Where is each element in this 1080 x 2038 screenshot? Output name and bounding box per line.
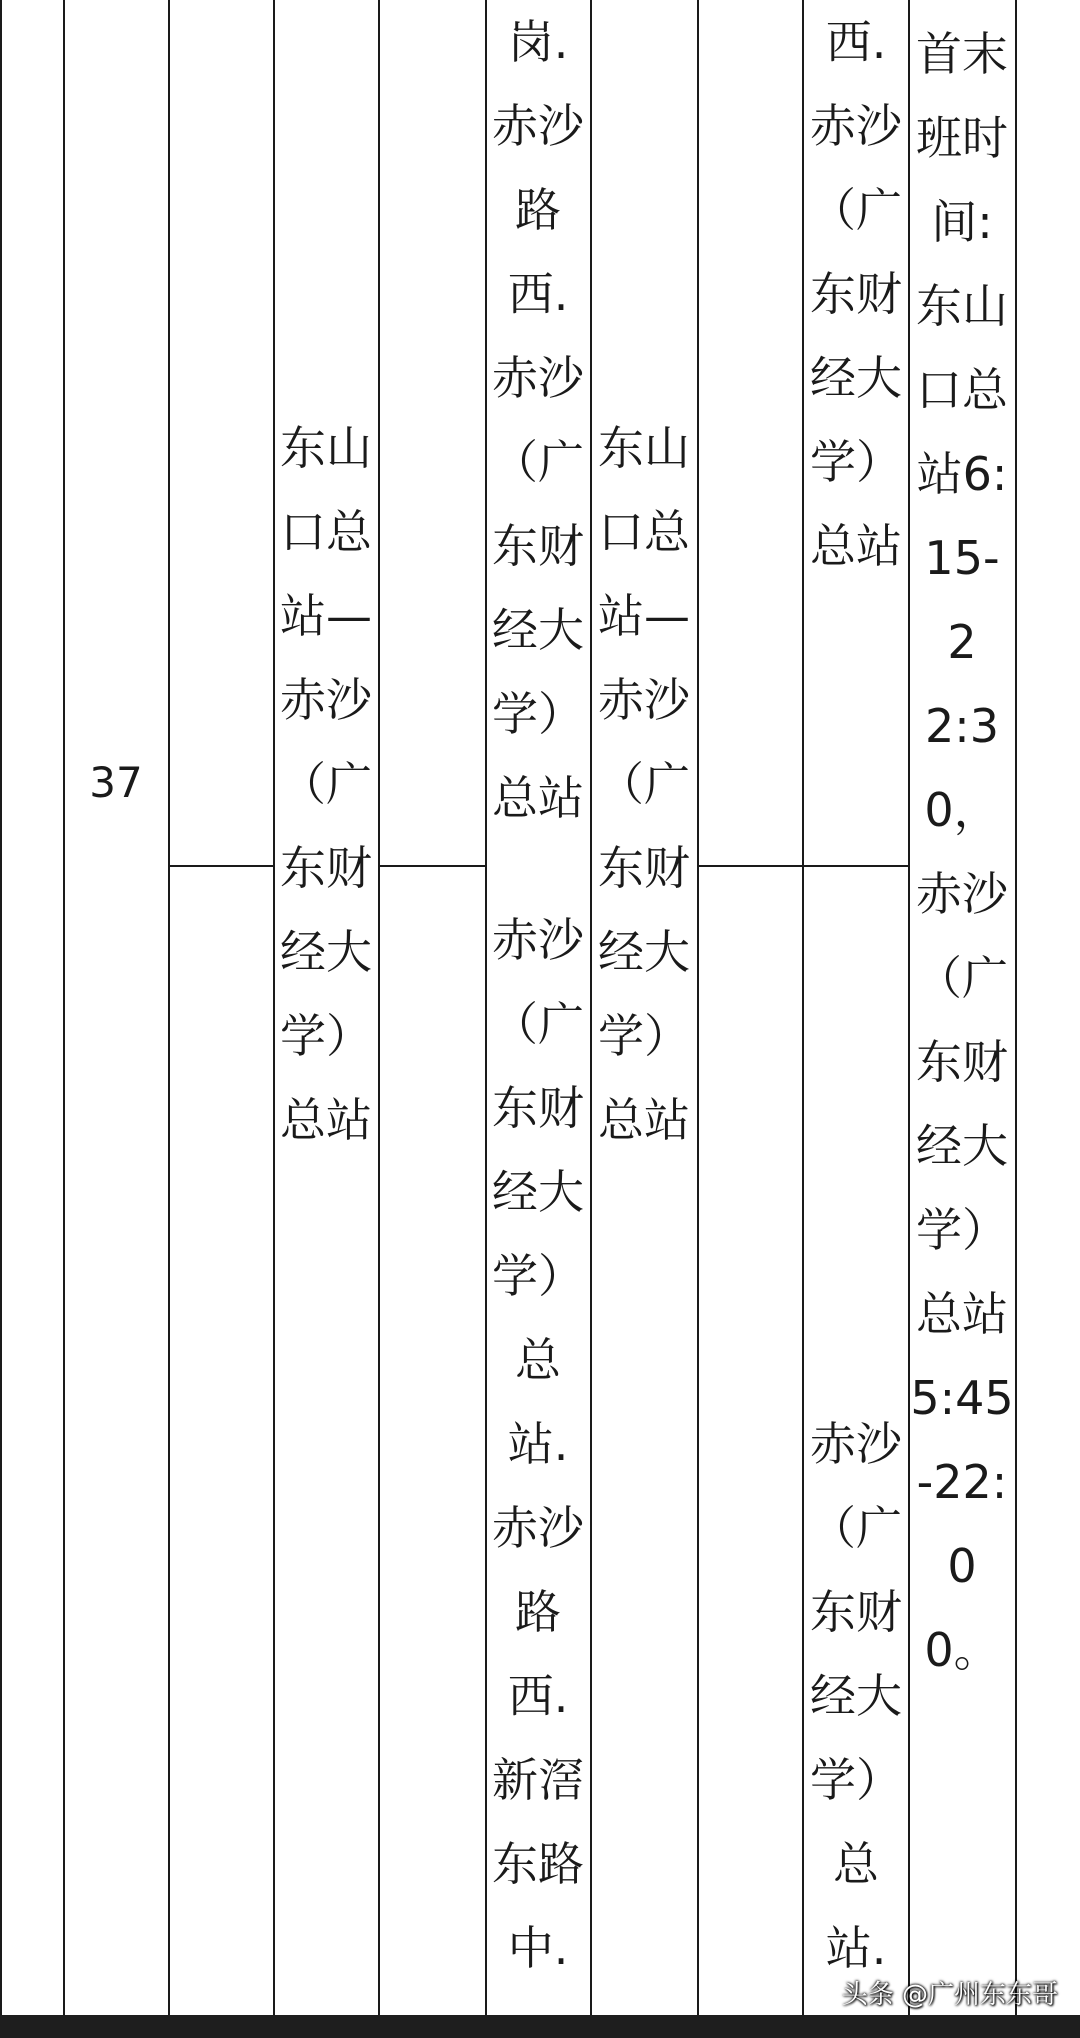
column-divider: [0, 0, 2, 2015]
terminal-lower: 赤沙 （广 东财 经大 学） 总 站.: [810, 1417, 902, 1975]
column-divider: [378, 0, 380, 2015]
bottom-bar: [0, 2015, 1080, 2038]
column-divider: [168, 0, 170, 2015]
terminal-upper: 西. 赤沙 （广 东财 经大 学） 总站: [810, 15, 902, 573]
terminal-range: 东山 口总 站— 赤沙 （广 东财 经大 学） 总站: [280, 421, 372, 1147]
row-divider: [698, 865, 908, 867]
column-divider: [273, 0, 275, 2015]
row-divider: [170, 865, 273, 867]
column-divider: [1015, 0, 1017, 2015]
watermark: 头条 @广州东东哥: [841, 1980, 1058, 2010]
schedule-text: 首末 班时 间: 东山 口总 站6: 15-2 2:3 0， 赤沙 （广 东财 经大 学） 总站 5:45 -22: 00。: [910, 27, 1014, 1677]
terminal-range-repeat: 东山 口总 站— 赤沙 （广 东财 经大 学） 总站: [598, 421, 690, 1147]
column-divider: [63, 0, 65, 2015]
column-divider: [697, 0, 699, 2015]
row-divider: [380, 865, 485, 867]
route-number: 37: [89, 758, 143, 807]
stops-upper: 岗. 赤沙 路 西. 赤沙 （广 东财 经大 学） 总站: [492, 15, 584, 825]
stops-lower: 赤沙 （广 东财 经大 学） 总 站. 赤沙 路 西. 新滘 东路 中.: [492, 913, 584, 1975]
